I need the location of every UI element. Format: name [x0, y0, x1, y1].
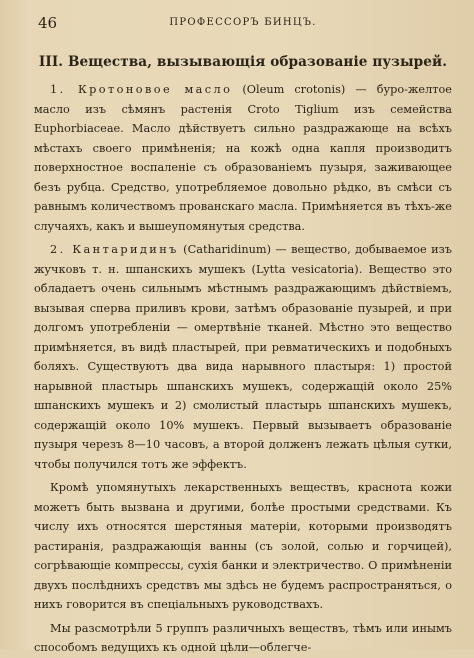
running-head — [34, 14, 452, 32]
running-title: ПРОФЕССОРЪ БИНЦЪ. — [169, 17, 317, 28]
page-number: 46 — [38, 14, 58, 32]
term-croton-oil: 1. Кротоновое масло — [50, 83, 233, 96]
term-cantharidin: 2. Кантаридинъ — [50, 243, 179, 256]
paragraph-cantharidin — [34, 240, 452, 474]
paragraph-text: (Oleum crotonis) — буро-желтое масло изъ сѣмянъ растенія Croto Tiglium изъ семейства Euphorbiaceae. Масло дѣйствуетъ сильно раздражающе на всѣхъ мѣстахъ своего примѣненія; на кожѣ одна капля производитъ поверхностное воспаленіе съ образованіемъ пузыря, заживающее безъ рубца. Средство, употребляемое довольно рѣдко, въ смѣси съ равнымъ количествомъ прованскаго масла. Примѣняется въ тѣхъ-же случаяхъ, какъ и вышеупомянутыя средства. — [34, 83, 452, 233]
paragraph-croton-oil — [34, 80, 452, 236]
section-title: III. Вещества, вызывающія образованіе пузырей. — [38, 54, 448, 70]
paragraph-text: Кромѣ упомянутыхъ лекарственныхъ веществъ, краснота кожи можетъ быть вызвана и другими, болѣе простыми средствами. Къ числу ихъ относятся шерстяныя матеріи, которыми производятъ растиранія, раздражающія ванны (съ золой, солью и горчицей), согрѣвающіе компрессы, сухія банки и электричество. О примѣненіи двухъ послѣднихъ средствъ мы здѣсь не будемъ распространяться, о нихъ говорится въ спеціальныхъ руководствахъ. — [34, 481, 452, 611]
paragraph-summary — [34, 619, 452, 658]
paragraph-text: Мы разсмотрѣли 5 группъ различныхъ веществъ, тѣмъ или инымъ способомъ ведущихъ къ одной цѣли—облегче- — [34, 621, 452, 654]
paragraph-other-means — [34, 478, 452, 615]
paragraph-text: (Catharidinum) — вещество, добываемое изъ жучковъ т. н. шпанскихъ мушекъ (Lytta vesicatoria). Вещество это обладаетъ очень сильнымъ мѣстнымъ раздражающимъ дѣйствіемъ, вызывая сперва приливъ крови, затѣмъ образованіе пузырей, и при долгомъ употребленіи — омертвѣніе тканей. Мѣстно это вещество примѣняется, въ видѣ пластырей, при ревматическихъ и подобныхъ боляхъ. Существуютъ два вида нарывного пластыря: 1) простой нарывной пластырь шпанскихъ мушекъ, содержащій около 25% шпанскихъ мушекъ и 2) смолистый пластырь шпанскихъ мушекъ, содержащій около 10% мушекъ. Первый вызываетъ образованіе пузыря черезъ 8—10 часовъ, а второй долженъ лежать цѣлыя сутки, чтобы получился тотъ же эффектъ. — [34, 243, 452, 471]
